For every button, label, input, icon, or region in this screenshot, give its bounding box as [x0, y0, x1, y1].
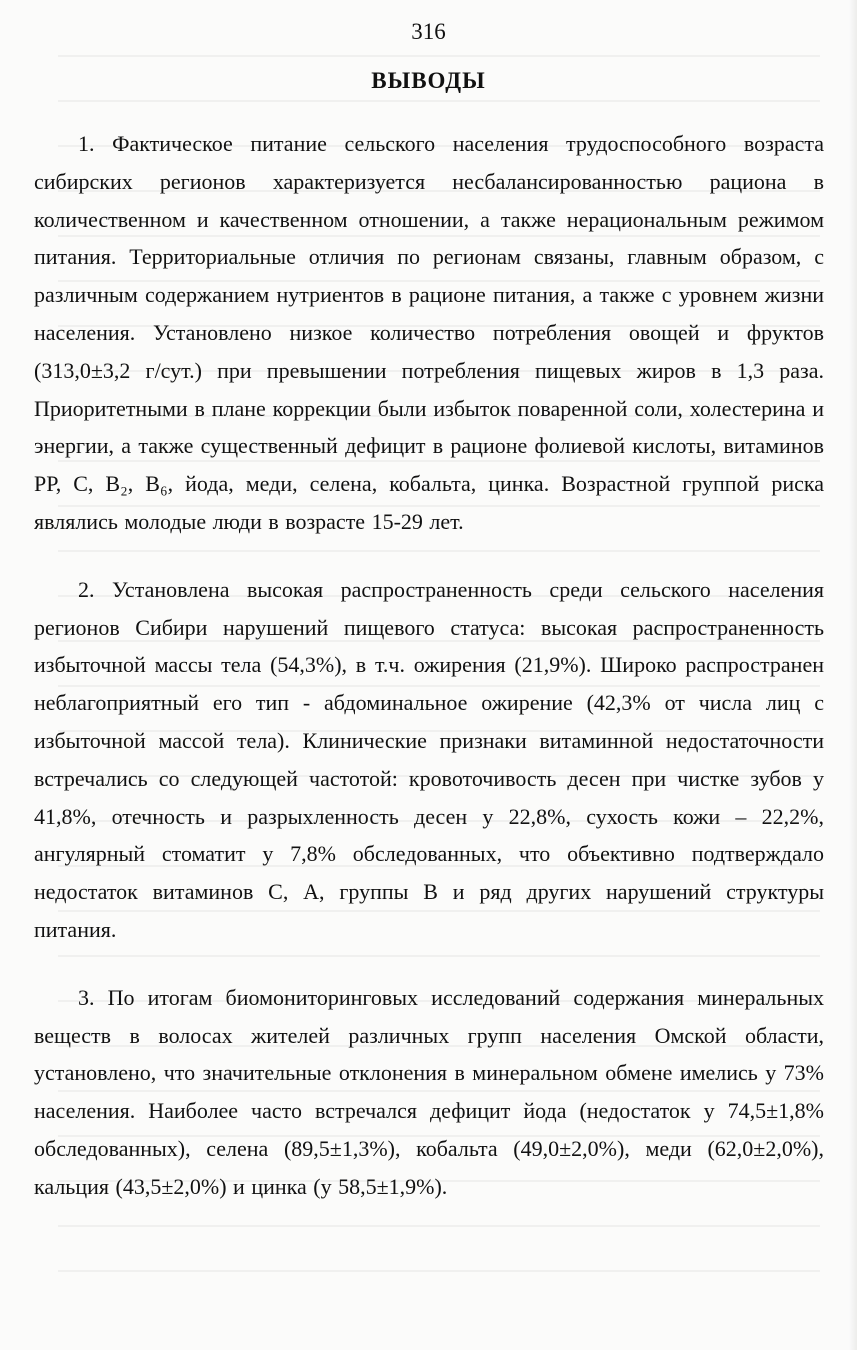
conclusion-paragraph-3: 3. По итогам биомониторинговых исследований содержания минеральных веществ в волосах жителей различных групп населения Омской области, установлено, что значительные отклонения в минеральном обмене имелись у 73% населения. Наиболее часто встречался дефицит йода (недостаток у 74,5±1,8% обследованных), селена (89,5±1,3%), кобальта (49,0±2,0%), меди (62,0±2,0%), кальция (43,5±2,0%) и цинка (у 58,5±1,9%). [34, 984, 824, 1199]
scan-edge-shadow [849, 0, 857, 1350]
conclusion-paragraph-2: 2. Установлена высокая распространенность среди сельского населения регионов Сибири нарушений пищевого статуса: высокая распространенность избыточной массы тела (54,3%), в т.ч. ожирения (21,9%). Широко распространен неблагоприятный его тип - абдоминальное ожирение (42,3% от числа лиц с избыточной массой тела). Клинические признаки витаминной недостаточности встречались со следующей частотой: кровоточивость десен при чистке зубов у 41,8%, отечность и разрыхленность десен у 22,8%, сухость кожи – 22,2%, ангулярный стоматит у 7,8% обследованных, что объективно подтверждало недостаток витаминов С, А, группы В и ряд других нарушений структуры питания. [34, 576, 824, 942]
page-number: 316 [411, 19, 446, 44]
conclusion-paragraph-1: 1. Фактическое питание сельского населения трудоспособного возраста сибирских регионов характеризуется несбалансированностью рациона в количественном и качественном отношении, а также нерациональным режимом питания. Территориальные отличия по регионам связаны, главным образом, с различным содержанием нутриентов в рационе питания, а также с уровнем жизни населения. Установлено низкое количество потребления овощей и фруктов (313,0±3,2 г/сут.) при превышении потребления пищевых жиров в 1,3 раза. Приоритетными в плане коррекции были избыток поваренной соли, холестерина и энергии, а также существенный дефицит в рационе фолиевой кислоты, витаминов РР, С, B₂, B₆, йода, меди, селена, кобальта, цинка. Возрастной группой риска являлись молодые люди в возрасте 15-29 лет. [34, 131, 824, 534]
section-heading: ВЫВОДЫ [371, 68, 486, 93]
main-text [34, 125, 824, 1206]
